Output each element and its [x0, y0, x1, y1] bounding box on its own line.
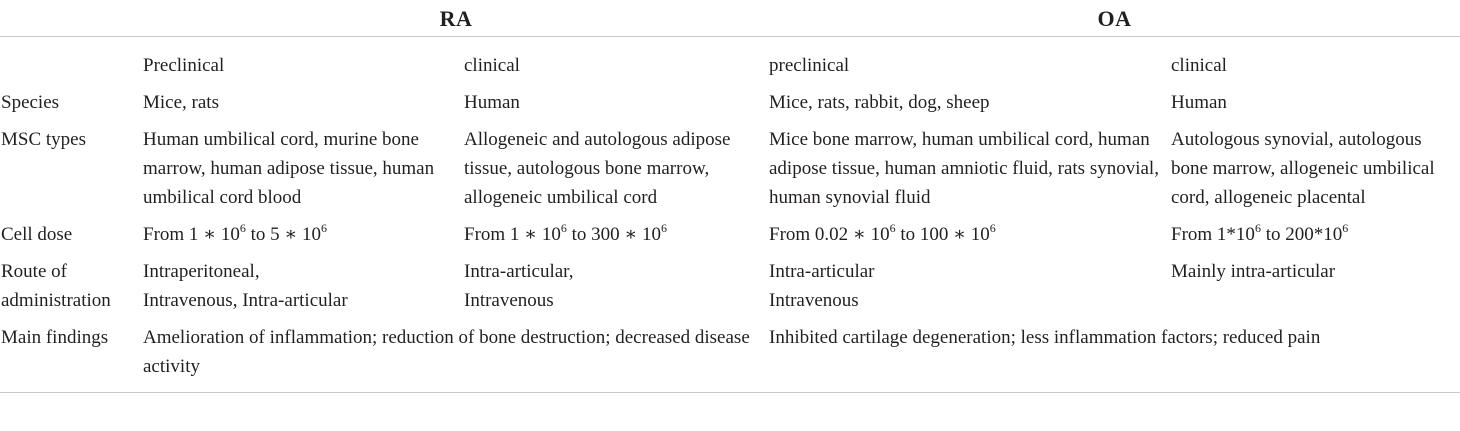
subheader-ra-preclinical: Preclinical [143, 55, 225, 76]
corner-cell [0, 0, 143, 37]
cell-route-ra-preclinical: Intraperitoneal, Intravenous, Intra-articular [143, 261, 348, 311]
cell-msc-ra-clinical: Allogeneic and autologous adipose tissue, autologous bone marrow, allogeneic umbilical cord [464, 129, 731, 208]
cell-species-oa-clinical: Human [1171, 92, 1227, 113]
group-header-row [0, 0, 1460, 37]
group-header-oa: OA [1097, 5, 1132, 31]
cell-route-oa-clinical: Mainly intra-articular [1171, 261, 1336, 282]
cell-dose-ra-preclinical: From 1 ∗ $10^6$ to 5 ∗ $10^6$ [143, 220, 328, 245]
row-label-species: Species [1, 92, 60, 113]
table-row [0, 257, 1460, 323]
row-label-route: Route of administration [1, 261, 111, 311]
subheader-empty [0, 37, 143, 89]
cell-msc-oa-preclinical: Mice bone marrow, human umbilical cord, human adipose tissue, human amniotic fluid, rats synovial, human synovial fluid [769, 129, 1159, 208]
group-header-ra: RA [439, 5, 473, 31]
cell-species-ra-preclinical: Mice, rats [143, 92, 219, 113]
table-row [0, 220, 1460, 257]
subheader-row [0, 37, 1460, 89]
cell-species-oa-preclinical: Mice, rats, rabbit, dog, sheep [769, 92, 990, 113]
subheader-oa-clinical: clinical [1171, 55, 1227, 76]
table-row [0, 125, 1460, 220]
row-label-main-findings: Main findings [1, 327, 109, 348]
cell-msc-ra-preclinical: Human umbilical cord, murine bone marrow, human adipose tissue, human umbilical cord blood [143, 129, 435, 208]
row-label-msc-types: MSC types [1, 129, 86, 150]
table-row [0, 88, 1460, 125]
cell-route-ra-clinical: Intra-articular, Intravenous [464, 261, 574, 311]
cell-dose-ra-clinical: From 1 ∗ $10^6$ to 300 ∗ $10^6$ [464, 220, 668, 245]
cell-dose-oa-preclinical: From 0.02 ∗ $10^6$ to 100 ∗ $10^6$ [769, 220, 996, 245]
cell-species-ra-clinical: Human [464, 92, 520, 113]
table-row [0, 323, 1460, 393]
subheader-oa-preclinical: preclinical [769, 55, 850, 76]
cell-msc-oa-clinical: Autologous synovial, autologous bone marrow, allogeneic umbilical cord, allogeneic placental [1171, 129, 1435, 208]
subheader-ra-clinical: clinical [464, 55, 520, 76]
row-label-cell-dose: Cell dose [1, 224, 73, 245]
cell-findings-ra: Amelioration of inflammation; reduction of bone destruction; decreased disease activity [143, 327, 750, 377]
cell-route-oa-preclinical: Intra-articular Intravenous [769, 261, 875, 311]
cell-findings-oa: Inhibited cartilage degeneration; less inflammation factors; reduced pain [769, 327, 1321, 348]
cell-dose-oa-clinical: From $1*10^6$ to $200*10^6$ [1171, 220, 1349, 245]
